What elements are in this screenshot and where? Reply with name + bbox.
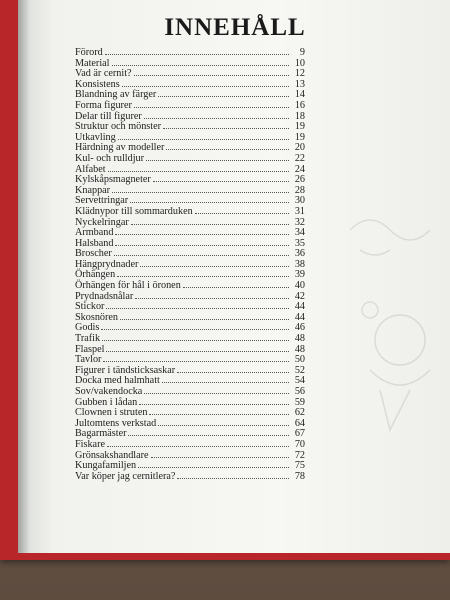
- toc-entry: [75, 460, 305, 471]
- gutter-shadow: [18, 0, 30, 553]
- toc-entry: [75, 407, 305, 418]
- toc-leader-dots: [153, 174, 289, 182]
- toc-entry-page: 34: [294, 227, 305, 239]
- toc-entry-title: Skosnören: [75, 311, 119, 323]
- toc-entry-page: 10: [294, 57, 305, 69]
- toc-entry-title: Vad är cernit?: [75, 68, 132, 80]
- toc-entry: [75, 164, 305, 175]
- toc-entry-page: 70: [294, 438, 305, 450]
- toc-entry: [75, 301, 305, 312]
- toc-leader-dots: [177, 471, 289, 479]
- toc-entry-title: Härdning av modeller: [75, 142, 165, 154]
- toc-leader-dots: [114, 248, 289, 256]
- toc-entry-page: 67: [294, 428, 305, 440]
- toc-entry-title: Fiskare: [75, 438, 105, 450]
- toc-leader-dots: [107, 439, 289, 447]
- toc-leader-dots: [108, 164, 289, 172]
- toc-entry-page: 28: [294, 184, 305, 196]
- toc-entry-title: Trafik: [75, 333, 101, 345]
- toc-leader-dots: [177, 365, 289, 373]
- toc-entry: [75, 322, 305, 333]
- toc-entry: [75, 47, 305, 58]
- toc-leader-dots: [140, 259, 289, 267]
- toc-entry-page: 44: [294, 311, 305, 323]
- toc-entry-title: Docka med halmhatt: [75, 375, 160, 387]
- show-through-illustration: [330, 190, 450, 490]
- toc-entry-page: 12: [294, 68, 305, 80]
- toc-entry-title: Alfabet: [75, 163, 106, 175]
- toc-entry-page: 30: [294, 195, 305, 207]
- toc-entry: [75, 79, 305, 90]
- toc-leader-dots: [149, 407, 289, 415]
- toc-leader-dots: [163, 121, 289, 129]
- toc-leader-dots: [166, 142, 289, 150]
- toc-entry: [75, 185, 305, 196]
- toc-leader-dots: [158, 89, 289, 97]
- toc-leader-dots: [106, 344, 289, 352]
- table-of-contents: [75, 47, 305, 481]
- toc-entry-title: Material: [75, 57, 110, 69]
- toc-entry-page: 14: [294, 89, 305, 101]
- toc-entry-page: 31: [294, 205, 305, 217]
- toc-entry: [75, 206, 305, 217]
- toc-entry-title: Sov/vakendocka: [75, 386, 143, 397]
- toc-entry-title: Flaspel: [75, 343, 105, 355]
- toc-leader-dots: [120, 312, 289, 320]
- toc-entry: [75, 375, 305, 386]
- toc-entry-title: Bagarmäster: [75, 428, 127, 440]
- toc-entry-page: 16: [294, 99, 305, 111]
- toc-leader-dots: [139, 397, 289, 405]
- toc-entry-title: Var köper jag cernitlera?: [75, 470, 176, 482]
- toc-entry-page: 46: [294, 322, 305, 334]
- toc-entry-title: Clownen i struten: [75, 407, 148, 419]
- toc-entry: [75, 386, 305, 397]
- toc-entry: [75, 100, 305, 111]
- toc-leader-dots: [105, 47, 289, 55]
- toc-entry: [75, 142, 305, 153]
- toc-entry-page: 35: [294, 237, 305, 249]
- toc-entry: [75, 132, 305, 143]
- toc-entry-title: Örhängen: [75, 269, 116, 281]
- toc-leader-dots: [195, 206, 289, 214]
- toc-entry-title: Utkavling: [75, 131, 116, 143]
- toc-entry: [75, 217, 305, 228]
- toc-leader-dots: [183, 280, 289, 288]
- toc-entry: [75, 111, 305, 122]
- toc-entry-title: Delar till figurer: [75, 110, 142, 122]
- toc-entry: [75, 89, 305, 100]
- toc-entry: [75, 238, 305, 249]
- toc-leader-dots: [134, 100, 289, 108]
- toc-entry-page: 44: [294, 301, 305, 313]
- toc-entry-page: 32: [294, 216, 305, 228]
- toc-entry-page: 38: [294, 258, 305, 270]
- toc-entry-page: 52: [294, 364, 305, 376]
- toc-entry-title: Servettringar: [75, 195, 129, 207]
- toc-entry-title: Knappar: [75, 184, 111, 196]
- toc-entry-page: 39: [294, 269, 305, 281]
- toc-leader-dots: [128, 428, 289, 436]
- toc-leader-dots: [115, 238, 289, 246]
- toc-leader-dots: [101, 322, 289, 330]
- toc-leader-dots: [131, 217, 289, 225]
- toc-entry: [75, 344, 305, 355]
- toc-entry-page: 62: [294, 407, 305, 419]
- toc-entry-title: Gubben i lådan: [75, 396, 138, 408]
- toc-leader-dots: [151, 450, 289, 458]
- toc-leader-dots: [115, 227, 289, 235]
- toc-leader-dots: [158, 418, 289, 426]
- toc-entry-page: 19: [294, 131, 305, 143]
- toc-entry-title: Godis: [75, 322, 100, 334]
- toc-entry: [75, 248, 305, 259]
- toc-entry-page: 42: [294, 290, 305, 302]
- toc-leader-dots: [130, 195, 289, 203]
- toc-leader-dots: [112, 58, 289, 66]
- toc-entry-page: 22: [294, 152, 305, 164]
- toc-entry: [75, 450, 305, 461]
- page-title: INNEHÅLL: [164, 14, 306, 41]
- toc-entry: [75, 121, 305, 132]
- toc-entry-page: 78: [294, 470, 305, 482]
- toc-leader-dots: [144, 111, 289, 119]
- toc-entry: [75, 439, 305, 450]
- toc-entry: [75, 333, 305, 344]
- toc-entry: [75, 68, 305, 79]
- toc-entry-title: Halsband: [75, 237, 114, 249]
- toc-entry: [75, 280, 305, 291]
- toc-entry-title: Örhängen för hål i öronen: [75, 280, 181, 292]
- toc-entry-title: Struktur och mönster: [75, 121, 162, 133]
- toc-entry-title: Tavlor: [75, 354, 102, 366]
- toc-entry-page: 72: [294, 449, 305, 461]
- toc-entry: [75, 153, 305, 164]
- toc-entry-page: 64: [294, 417, 305, 429]
- toc-entry: [75, 418, 305, 429]
- toc-entry: [75, 58, 305, 69]
- toc-leader-dots: [112, 185, 289, 193]
- toc-entry-page: 13: [294, 78, 305, 90]
- toc-entry: [75, 259, 305, 270]
- toc-entry-page: 50: [294, 354, 305, 366]
- toc-entry-title: Stickor: [75, 301, 105, 313]
- toc-entry-title: Armband: [75, 227, 114, 239]
- toc-entry-page: 19: [294, 121, 305, 133]
- toc-entry: [75, 365, 305, 376]
- toc-leader-dots: [146, 153, 289, 161]
- toc-leader-dots: [117, 269, 289, 277]
- toc-leader-dots: [118, 132, 289, 140]
- toc-entry-page: 24: [294, 163, 305, 175]
- toc-entry-title: Broscher: [75, 248, 112, 260]
- toc-entry: [75, 227, 305, 238]
- toc-leader-dots: [144, 386, 289, 394]
- toc-leader-dots: [138, 460, 289, 468]
- toc-entry-page: 20: [294, 142, 305, 154]
- toc-entry-title: Förord: [75, 47, 103, 58]
- toc-entry-page: 40: [294, 280, 305, 292]
- toc-entry: [75, 397, 305, 408]
- toc-entry-title: Forma figurer: [75, 99, 132, 111]
- toc-entry-page: 48: [294, 333, 305, 345]
- toc-entry: [75, 312, 305, 323]
- toc-leader-dots: [134, 68, 289, 76]
- toc-entry-page: 54: [294, 375, 305, 387]
- toc-entry-title: Grönsakshandlare: [75, 449, 149, 461]
- toc-entry-page: 18: [294, 110, 305, 122]
- toc-entry: [75, 291, 305, 302]
- toc-entry-page: 9: [299, 47, 305, 58]
- toc-entry-title: Kungafamiljen: [75, 460, 137, 472]
- toc-entry: [75, 471, 305, 482]
- toc-entry-page: 48: [294, 343, 305, 355]
- toc-entry-title: Prydnadsnålar: [75, 290, 134, 302]
- toc-entry-title: Kul- och rulldjur: [75, 152, 145, 164]
- toc-entry-title: Figurer i tändsticksaskar: [75, 364, 176, 376]
- toc-leader-dots: [103, 354, 289, 362]
- toc-leader-dots: [102, 333, 289, 341]
- toc-entry: [75, 174, 305, 185]
- toc-entry-title: Kylskåpsmagneter: [75, 174, 151, 186]
- toc-entry: [75, 269, 305, 280]
- toc-entry-page: 36: [294, 248, 305, 260]
- toc-entry-page: 56: [294, 386, 305, 397]
- toc-entry-title: Nyckelringar: [75, 216, 129, 228]
- toc-entry: [75, 195, 305, 206]
- toc-entry-title: Konsistens: [75, 78, 120, 90]
- toc-leader-dots: [122, 79, 289, 87]
- toc-entry-title: Blandning av färger: [75, 89, 157, 101]
- toc-entry-page: 59: [294, 396, 305, 408]
- toc-leader-dots: [135, 291, 289, 299]
- toc-entry: [75, 354, 305, 365]
- toc-entry: [75, 428, 305, 439]
- toc-entry-title: Jultomtens verkstad: [75, 417, 157, 429]
- toc-entry-page: 75: [294, 460, 305, 472]
- toc-entry-title: Hängprydnader: [75, 258, 139, 270]
- toc-entry-title: Klädnypor till sommarduken: [75, 205, 193, 217]
- toc-leader-dots: [106, 301, 289, 309]
- toc-entry-page: 26: [294, 174, 305, 186]
- toc-leader-dots: [162, 375, 289, 383]
